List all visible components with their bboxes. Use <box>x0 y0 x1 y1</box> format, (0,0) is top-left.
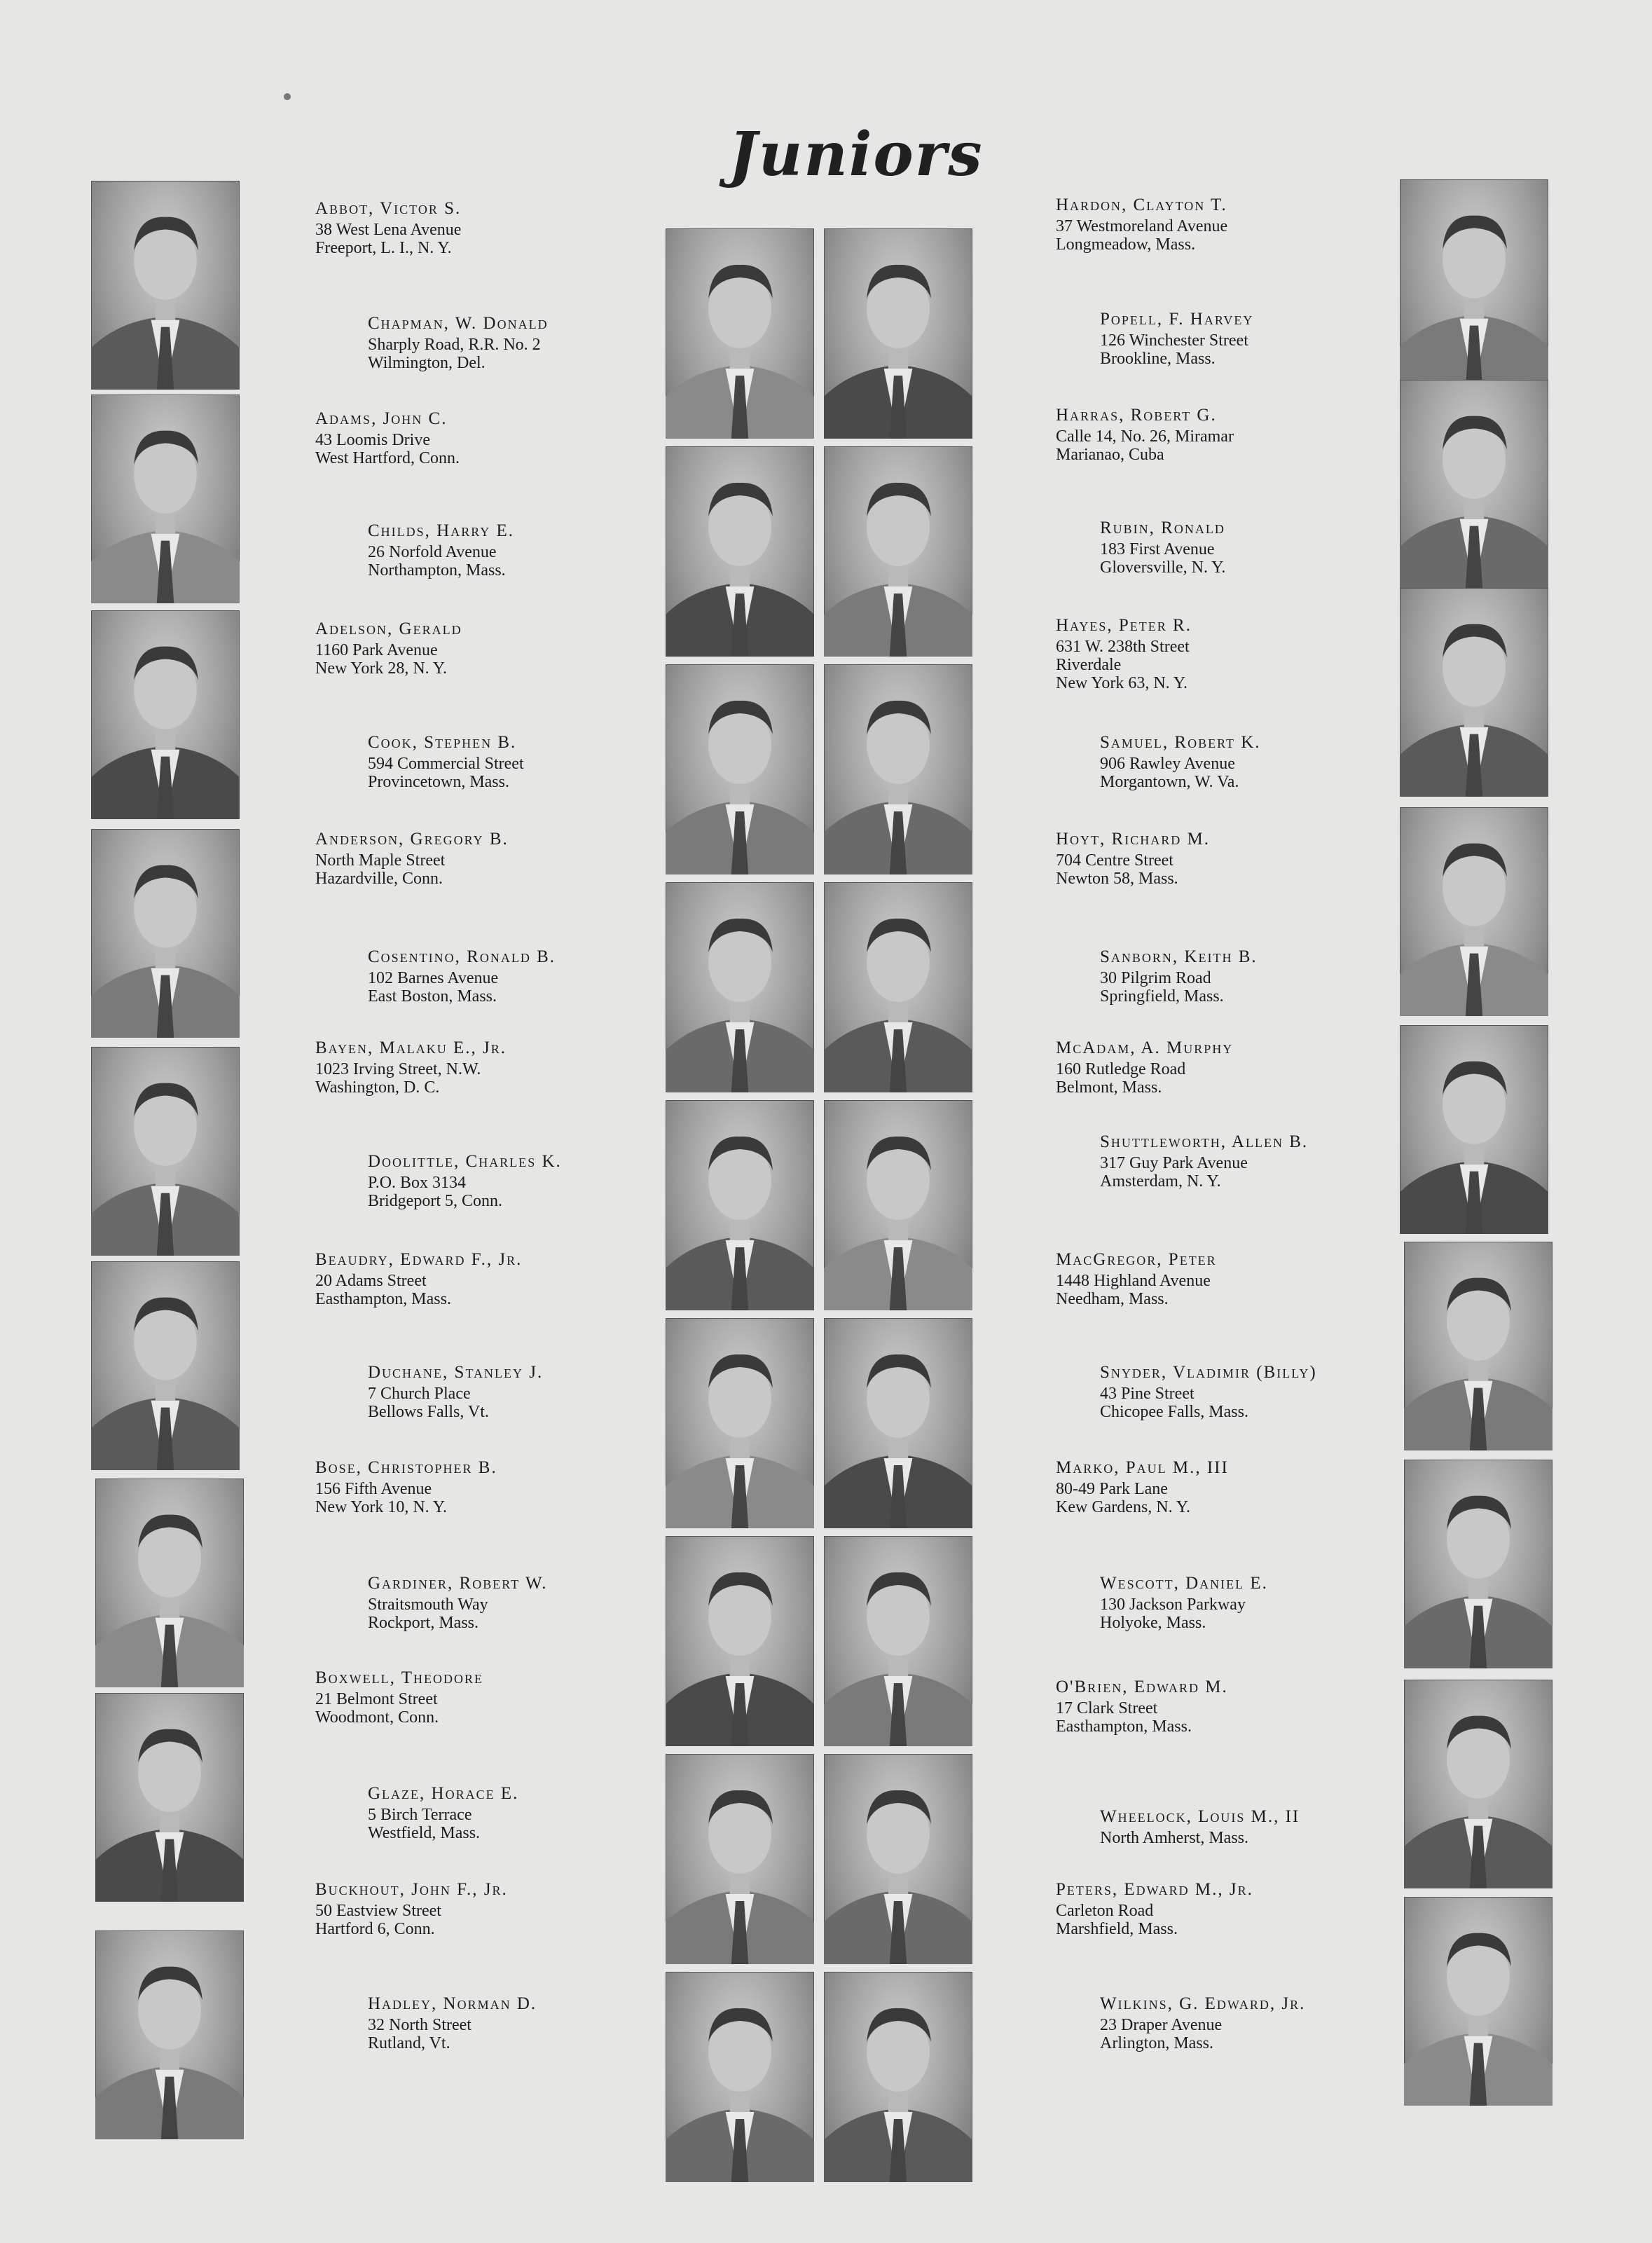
student-portrait <box>91 610 240 819</box>
student-address-line: 1448 Highland Avenue <box>1056 1272 1211 1290</box>
student-address-line: New York 28, N. Y. <box>315 659 448 678</box>
student-name: Sanborn, Keith B. <box>1100 947 1258 966</box>
student-address-line: 906 Rawley Avenue <box>1100 755 1235 773</box>
student-entry <box>368 1575 690 1632</box>
student-entry <box>1100 948 1422 1006</box>
student-entry <box>1100 1133 1422 1191</box>
student-address-line: Marshfield, Mass. <box>1056 1920 1178 1938</box>
student-name: Wescott, Daniel E. <box>1100 1574 1268 1593</box>
student-portrait <box>91 1261 240 1470</box>
student-name: Bayen, Malaku E., Jr. <box>315 1038 507 1057</box>
student-portrait <box>666 1536 814 1746</box>
student-address-line: 7 Church Place <box>368 1385 471 1403</box>
student-entry <box>1100 1575 1422 1632</box>
student-portrait <box>91 829 240 1038</box>
student-address-line: Sharply Road, R.R. No. 2 <box>368 336 541 354</box>
student-name: Rubin, Ronald <box>1100 519 1225 537</box>
student-portrait <box>1404 1680 1553 1888</box>
student-address-line: 130 Jackson Parkway <box>1100 1596 1246 1614</box>
student-address-line: Calle 14, No. 26, Miramar <box>1056 427 1234 446</box>
student-portrait <box>1404 1897 1553 2106</box>
student-entry <box>1100 519 1422 577</box>
student-entry <box>368 948 690 1006</box>
student-address-line: Newton 58, Mass. <box>1056 870 1178 888</box>
student-address-line: Easthampton, Mass. <box>315 1290 451 1308</box>
student-address-line: 37 Westmoreland Avenue <box>1056 217 1228 235</box>
student-portrait <box>824 1754 972 1964</box>
student-name: Harras, Robert G. <box>1056 406 1217 425</box>
student-portrait <box>1404 1242 1553 1450</box>
student-entry <box>315 1669 638 1727</box>
student-address-line: 1160 Park Avenue <box>315 641 438 659</box>
student-name: Cook, Stephen B. <box>368 733 517 752</box>
student-address-line: Rockport, Mass. <box>368 1614 479 1632</box>
student-address-line: 20 Adams Street <box>315 1272 427 1290</box>
student-address-line: 1023 Irving Street, N.W. <box>315 1060 481 1078</box>
student-entry <box>368 1364 690 1421</box>
student-address-line: West Hartford, Conn. <box>315 449 460 467</box>
student-portrait <box>824 1318 972 1528</box>
student-address-line: East Boston, Mass. <box>368 987 497 1006</box>
student-address-line: Longmeadow, Mass. <box>1056 235 1196 254</box>
student-address-line: 156 Fifth Avenue <box>315 1480 432 1498</box>
student-entry <box>315 1881 638 1938</box>
student-address-line: Provincetown, Mass. <box>368 773 509 791</box>
page-title: Juniors <box>729 119 984 190</box>
student-address-line: 631 W. 238th Street <box>1056 638 1190 656</box>
student-portrait <box>824 664 972 874</box>
student-portrait <box>824 1100 972 1310</box>
student-address-line: Morgantown, W. Va. <box>1100 773 1239 791</box>
student-name: Peters, Edward M., Jr. <box>1056 1880 1253 1899</box>
student-portrait <box>91 1047 240 1256</box>
student-address-line: 32 North Street <box>368 2016 471 2034</box>
student-name: Chapman, W. Donald <box>368 314 549 333</box>
student-entry <box>315 620 638 678</box>
student-name: Wheelock, Louis M., II <box>1100 1807 1300 1826</box>
student-address-line: Easthampton, Mass. <box>1056 1717 1192 1736</box>
student-address-line: 704 Centre Street <box>1056 851 1173 870</box>
student-entry <box>1056 196 1378 254</box>
student-address-line: Chicopee Falls, Mass. <box>1100 1403 1248 1421</box>
student-entry <box>1056 1251 1378 1308</box>
student-name: Marko, Paul M., III <box>1056 1458 1229 1477</box>
student-address-line: 102 Barnes Avenue <box>368 969 499 987</box>
student-address-line: Arlington, Mass. <box>1100 2034 1213 2052</box>
student-address-line: Straitsmouth Way <box>368 1596 488 1614</box>
student-portrait <box>95 1693 244 1902</box>
student-name: Popell, F. Harvey <box>1100 310 1254 329</box>
student-entry <box>1056 406 1378 464</box>
student-entry <box>368 522 690 579</box>
student-entry <box>315 410 638 467</box>
student-address-line: 317 Guy Park Avenue <box>1100 1154 1248 1172</box>
student-address-line: Rutland, Vt. <box>368 2034 450 2052</box>
student-address-line: Brookline, Mass. <box>1100 350 1216 368</box>
student-entry <box>1100 1364 1422 1421</box>
student-name: Anderson, Gregory B. <box>315 830 509 849</box>
student-name: Shuttleworth, Allen B. <box>1100 1132 1309 1151</box>
student-entry <box>1056 830 1378 888</box>
student-address-line: 5 Birch Terrace <box>368 1806 472 1824</box>
student-entry <box>1056 617 1378 692</box>
student-address-line: Northampton, Mass. <box>368 561 506 579</box>
student-name: Doolittle, Charles K. <box>368 1152 562 1171</box>
student-entry <box>315 830 638 888</box>
student-name: Wilkins, G. Edward, Jr. <box>1100 1994 1306 2013</box>
student-address-line: Gloversville, N. Y. <box>1100 558 1226 577</box>
student-address-line: North Maple Street <box>315 851 446 870</box>
student-address-line: 80-49 Park Lane <box>1056 1480 1168 1498</box>
student-name: Childs, Harry E. <box>368 521 515 540</box>
student-name: Abbot, Victor S. <box>315 199 462 218</box>
student-address-line: 17 Clark Street <box>1056 1699 1158 1717</box>
student-address-line: Riverdale <box>1056 656 1122 674</box>
student-name: Hardon, Clayton T. <box>1056 196 1227 214</box>
student-address-line: New York 63, N. Y. <box>1056 674 1188 692</box>
student-name: Glaze, Horace E. <box>368 1784 519 1803</box>
student-name: MacGregor, Peter <box>1056 1250 1217 1269</box>
student-address-line: Holyoke, Mass. <box>1100 1614 1206 1632</box>
student-address-line: 26 Norfold Avenue <box>368 543 497 561</box>
student-address-line: 183 First Avenue <box>1100 540 1215 558</box>
student-name: Boxwell, Theodore <box>315 1668 483 1687</box>
student-portrait <box>91 181 240 390</box>
student-name: Hayes, Peter R. <box>1056 616 1192 635</box>
student-address-line: Hartford 6, Conn. <box>315 1920 435 1938</box>
student-address-line: Washington, D. C. <box>315 1078 440 1097</box>
student-address-line: 126 Winchester Street <box>1100 331 1248 350</box>
student-entry <box>368 1785 690 1842</box>
student-portrait <box>1404 1460 1553 1668</box>
student-address-line: 30 Pilgrim Road <box>1100 969 1211 987</box>
student-entry <box>1100 1995 1422 2052</box>
student-address-line: 50 Eastview Street <box>315 1902 441 1920</box>
student-address-line: Amsterdam, N. Y. <box>1100 1172 1221 1191</box>
student-name: Buckhout, John F., Jr. <box>315 1880 508 1899</box>
student-address-line: Kew Gardens, N. Y. <box>1056 1498 1190 1516</box>
student-entry <box>1100 1808 1422 1847</box>
student-address-line: Carleton Road <box>1056 1902 1154 1920</box>
student-name: Hoyt, Richard M. <box>1056 830 1210 849</box>
student-name: Hadley, Norman D. <box>368 1994 537 2013</box>
student-portrait <box>666 1318 814 1528</box>
student-name: Cosentino, Ronald B. <box>368 947 556 966</box>
student-address-line: 21 Belmont Street <box>315 1690 438 1708</box>
student-portrait <box>824 1536 972 1746</box>
student-address-line: New York 10, N. Y. <box>315 1498 448 1516</box>
student-entry <box>1100 310 1422 368</box>
student-address-line: Westfield, Mass. <box>368 1824 481 1842</box>
student-entry <box>368 734 690 791</box>
student-address-line: Bridgeport 5, Conn. <box>368 1192 502 1210</box>
student-portrait <box>824 1972 972 2182</box>
student-entry <box>315 200 638 257</box>
student-portrait <box>1400 1025 1548 1234</box>
student-address-line: Belmont, Mass. <box>1056 1078 1162 1097</box>
student-name: McAdam, A. Murphy <box>1056 1038 1234 1057</box>
student-entry <box>368 1153 690 1210</box>
student-portrait <box>95 1930 244 2139</box>
student-entry <box>368 1995 690 2052</box>
student-address-line: Needham, Mass. <box>1056 1290 1169 1308</box>
student-address-line: 43 Pine Street <box>1100 1385 1195 1403</box>
student-name: O'Brien, Edward M. <box>1056 1678 1228 1696</box>
student-entry <box>315 1459 638 1516</box>
student-entry <box>1056 1678 1378 1736</box>
student-name: Gardiner, Robert W. <box>368 1574 548 1593</box>
student-name: Snyder, Vladimir (Billy) <box>1100 1363 1317 1382</box>
student-portrait <box>824 446 972 657</box>
student-address-line: 23 Draper Avenue <box>1100 2016 1223 2034</box>
student-name: Bose, Christopher B. <box>315 1458 497 1477</box>
student-name: Adelson, Gerald <box>315 619 462 638</box>
student-entry <box>315 1039 638 1097</box>
student-entry <box>368 315 690 372</box>
student-entry <box>1056 1881 1378 1938</box>
student-address-line: North Amherst, Mass. <box>1100 1829 1248 1847</box>
student-portrait <box>824 882 972 1092</box>
page-speck <box>284 93 291 100</box>
student-address-line: Wilmington, Del. <box>368 354 486 372</box>
student-address-line: Hazardville, Conn. <box>315 870 443 888</box>
student-name: Duchane, Stanley J. <box>368 1363 544 1382</box>
student-name: Beaudry, Edward F., Jr. <box>315 1250 523 1269</box>
student-address-line: Marianao, Cuba <box>1056 446 1164 464</box>
student-address-line: Bellows Falls, Vt. <box>368 1403 489 1421</box>
student-entry <box>1056 1459 1378 1516</box>
student-address-line: Woodmont, Conn. <box>315 1708 439 1727</box>
student-address-line: 43 Loomis Drive <box>315 431 430 449</box>
student-name: Samuel, Robert K. <box>1100 733 1261 752</box>
student-portrait <box>91 395 240 603</box>
student-address-line: 38 West Lena Avenue <box>315 221 462 239</box>
student-entry <box>1056 1039 1378 1097</box>
student-entry <box>315 1251 638 1308</box>
student-address-line: 160 Rutledge Road <box>1056 1060 1186 1078</box>
student-portrait <box>824 228 972 439</box>
student-address-line: Springfield, Mass. <box>1100 987 1224 1006</box>
student-address-line: P.O. Box 3134 <box>368 1174 467 1192</box>
student-address-line: Freeport, L. I., N. Y. <box>315 239 452 257</box>
student-name: Adams, John C. <box>315 409 448 428</box>
student-address-line: 594 Commercial Street <box>368 755 524 773</box>
student-entry <box>1100 734 1422 791</box>
student-portrait <box>95 1479 244 1687</box>
